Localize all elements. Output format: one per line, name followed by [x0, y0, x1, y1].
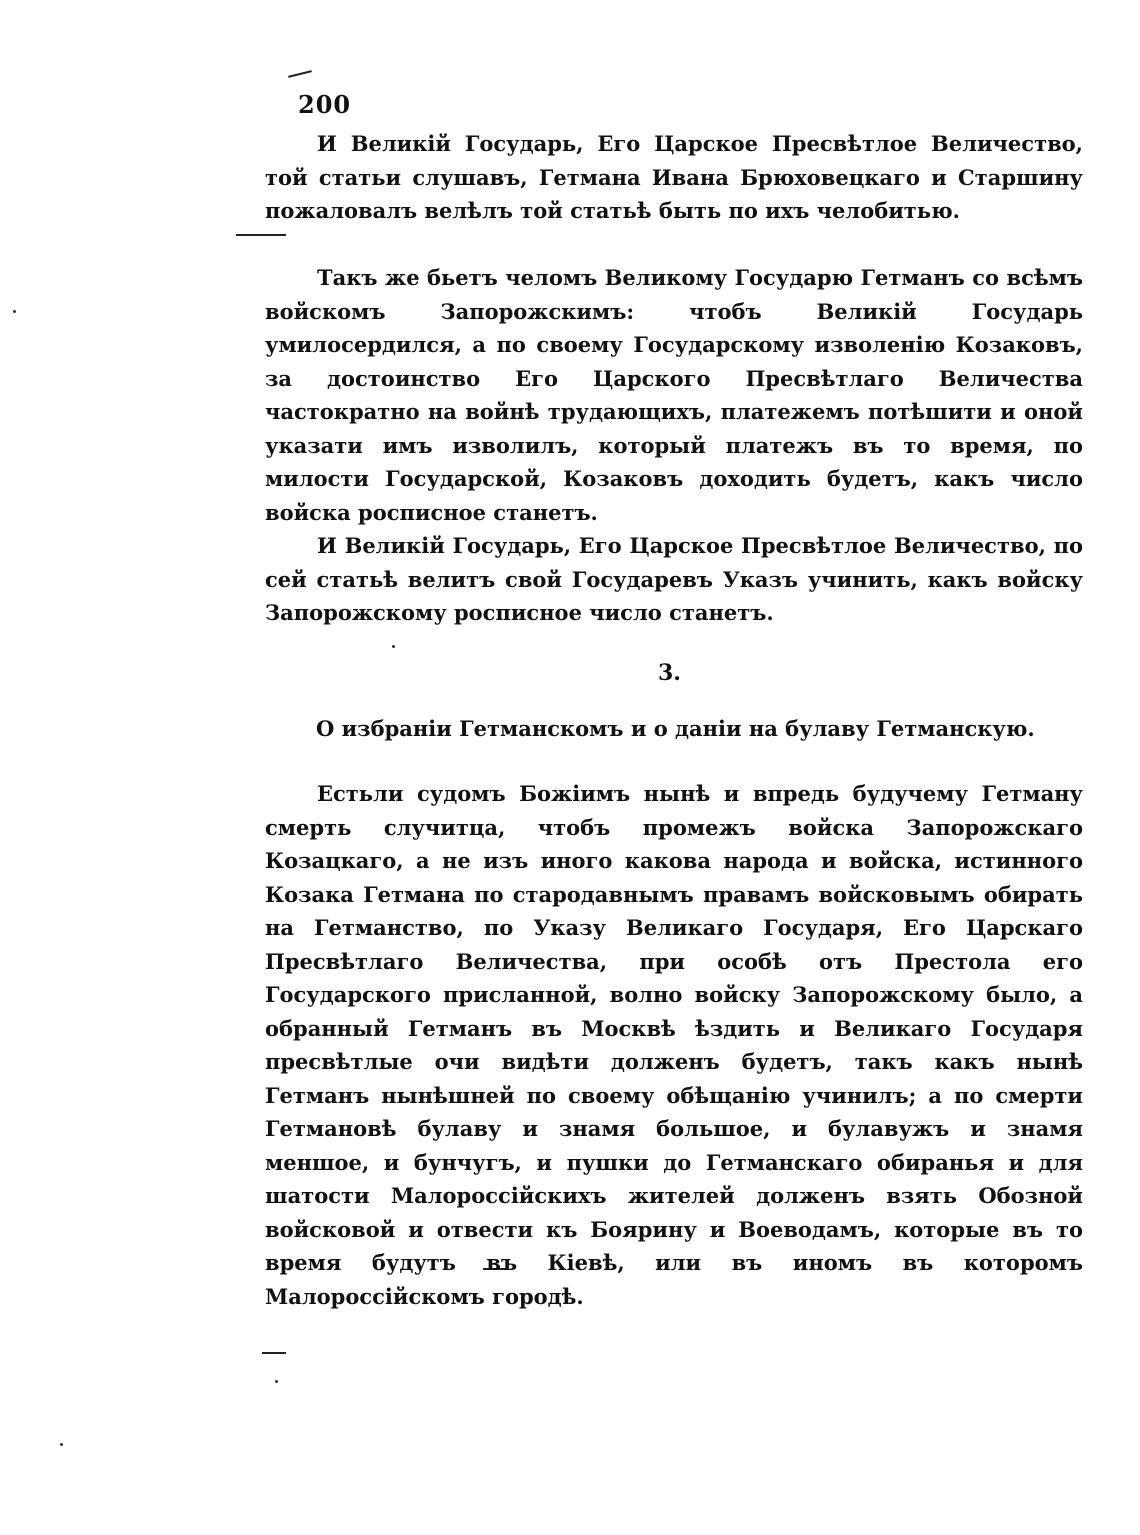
scan-speck [392, 645, 395, 648]
section-number: 3. [658, 660, 681, 686]
scan-mark-left [236, 234, 286, 236]
page-number: 200 [298, 90, 352, 119]
scan-mark-lower-left [262, 1352, 286, 1354]
paragraph-3: И Великій Государь, Его Царское Пресвѣтлое Величество, по сей статьѣ велитъ свой Государевъ Указъ учинить, какъ войску Запорожскому росписное число станетъ. [265, 533, 1083, 625]
paragraph-4: Естьли судомъ Божіимъ нынѣ и впредь будучему Гетману смерть случитца, чтобъ промежъ войска Запорожскаго Козацкаго, а не изъ иного какова народа и войска, истинного Козака Гетмана по стародавнымъ правамъ войсковымъ обирать на Гетманство, по Указу Великаго Государя, Его Царскаго Пресвѣтлаго Величества, при особѣ отъ Престола его Государского присланной, волно войску Запорожскому было, а обранный Гетманъ въ Москвѣ ѣздить и Великаго Государя пресвѣтлые очи видѣти долженъ будетъ, такъ какъ нынѣ Гетманъ нынѣшней по своему обѣщанію учинилъ; а по смерти Гетмановѣ булаву и знамя большое, и булавужъ и знамя меншое, и бунчугъ, и пушки до Гетманскаго обиранья и для шатости Малороссійскихъ жителей долженъ взять Обозной войсковой и отвести къ Боярину и Воеводамъ, которые въ то время будутъ въ Кіевѣ, или въ иномъ въ которомъ Малороссійскомъ городѣ. [265, 781, 1083, 1309]
paragraph-2: Такъ же бьетъ челомъ Великому Государю Гетманъ со всѣмъ войскомъ Запорожскимъ: чтобъ Великій Государь умилосердился, а по своему Государскому изволенію Козаковъ, за достоинство Его Царского Пресвѣтлаго Величества частократно на войнѣ трудающихъ, платежемъ потѣшити и оной указати имъ изволилъ, который платежъ въ то время, по милости Государской, Козаковъ доходить будетъ, какъ число войска росписное станетъ. [265, 265, 1083, 525]
section-heading: О избраніи Гетманскомъ и о даніи на булаву Гетманскую. [316, 716, 1035, 741]
scan-speck [13, 310, 16, 313]
scan-speck [60, 1443, 63, 1446]
scan-mark-top [288, 70, 312, 78]
scan-speck [275, 1380, 278, 1383]
paragraph-1: И Великій Государь, Его Царское Пресвѣтлое Величество, той статьи слушавъ, Гетмана Ивана Брюховецкаго и Старшину пожаловалъ велѣлъ той статьѣ быть по ихъ челобитью. [265, 131, 1083, 223]
